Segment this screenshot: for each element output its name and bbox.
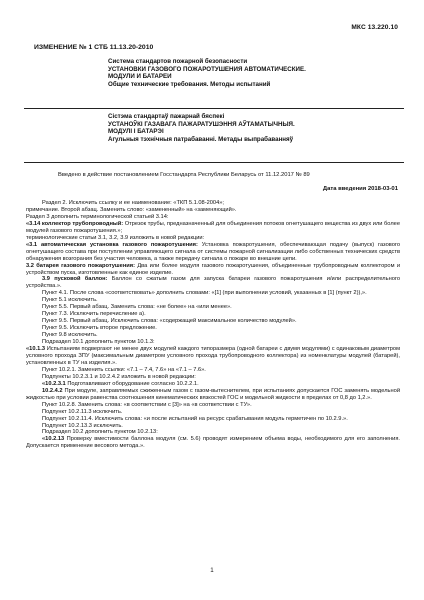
paragraph bbox=[26, 388, 400, 402]
term-bold: «10.2.3.1 bbox=[42, 380, 66, 387]
term-bold: 3.9 пусковой баллон: bbox=[42, 276, 108, 283]
paragraph bbox=[26, 436, 400, 450]
paragraph: Пункт 7.3. Исключить перечисление а). bbox=[42, 311, 146, 318]
title-by-line1: Сістэма стандартаў пажарнай бяспекі bbox=[108, 113, 225, 120]
term-text: Два или более модуля газового пожаротушения, объединенные трубопроводным коллектором и устройством пуска, изготовленные как единое изделие. bbox=[26, 262, 400, 276]
divider-bottom bbox=[24, 162, 404, 163]
title-ru-line2: УСТАНОВКИ ГАЗОВОГО ПОЖАРОТУШЕНИЯ АВТОМАТИЧЕСКИЕ. bbox=[108, 65, 306, 73]
paragraph: Пункт 9.5. Исключить второе предложение. bbox=[42, 325, 157, 332]
paragraph: Пункт 5.1 исключить. bbox=[42, 297, 98, 304]
intro-text: Введено в действие постановлением Госстандарта Республики Беларусь от 11.12.2017 № 89 bbox=[58, 172, 310, 178]
document-body bbox=[26, 200, 400, 450]
paragraph: Подпункт 10.2.11.3 исключить. bbox=[42, 408, 123, 415]
title-block-by bbox=[108, 113, 408, 143]
term-bold: «3.14 коллектор трубопроводный: bbox=[26, 220, 124, 227]
paragraph bbox=[26, 221, 400, 235]
term-bold: «3.1 автоматическая установка газового пожаротушения: bbox=[26, 241, 198, 248]
term-text: Подготавливают оборудование согласно 10.2.2.1. bbox=[65, 380, 199, 387]
paragraph: примечание. Второй абзац. Заменить слово: «замененный» на «заменяющий». bbox=[26, 206, 237, 213]
title-ru-line4: Общие технические требования. Методы испытаний bbox=[108, 80, 271, 88]
term-text: Баллон со сжатым газом для запуска батареи газового пожаротушения и/или распределительного устройства.». bbox=[26, 276, 400, 290]
paragraph: Пункт 4.1. После слова «соответствовать» дополнить словами: «[1] (при выполнении условий, указанных в [1] (пункт 2)),». bbox=[42, 290, 367, 297]
term-bold: «10.1.3 bbox=[26, 346, 45, 353]
paragraph bbox=[26, 242, 400, 263]
paragraph: терминологические статьи 3.1, 3.2, 3.9 изложить в новой редакции: bbox=[26, 234, 205, 241]
term-bold: 3.2 батарея газового пожаротушения: bbox=[26, 262, 135, 269]
term-text: При модуле, заправляемых сжиженным газом с газом-вытеснителем, при испытаниях допускается ГОС заменять модельной жидкостью при условии равенства соотношения кинематических вязкостей ГОС и модельной жидкости в пределах от 0,8 до 1,2.». bbox=[26, 387, 400, 401]
title-by-line2: УСТАНОЎКІ ГАЗАВАГА ПАЖАРАТУШЭННЯ АЎТАМАТЫЧНЫЯ. bbox=[108, 120, 295, 128]
title-by-line4: Агульныя тэхнічныя патрабаванні. Метады выпрабаванняў bbox=[108, 135, 294, 143]
paragraph: Раздел 3 дополнить терминологической статьей 3.14: bbox=[26, 213, 169, 220]
mks-code: МКС 13.220.10 bbox=[351, 24, 398, 31]
change-title: ИЗМЕНЕНИЕ № 1 СТБ 11.13.20-2010 bbox=[34, 44, 154, 51]
title-by-line3: МОДУЛІ І БАТАРЭІ bbox=[108, 128, 164, 136]
term-bold: 10.2.4.2 bbox=[42, 387, 63, 394]
term-text: Испытаниям подвергают не менее двух модулей каждого типоразмера (одной батареи с двумя модулями) с одинаковым диаметром условного прохода ЗПУ (максимальным диаметром условного прохода трубопроводного коллектора) из номенклатуры модулей (батарей), установленных в ТУ на изделия.». bbox=[26, 346, 400, 366]
paragraph: Подпункты 10.2.3.1 и 10.2.4.2 изложить в новой редакции: bbox=[42, 373, 196, 380]
paragraph: Подпункт 10.2.13.3 исключить. bbox=[42, 422, 123, 429]
paragraph: Пункт 5.5. Первый абзац. Заменить слова: «не более» на «или менее». bbox=[42, 304, 232, 311]
paragraph bbox=[26, 346, 400, 367]
effective-date: Дата введения 2018-03-01 bbox=[322, 186, 398, 192]
term-text: Отрезок трубы, предназначенный для объединения потоков огнетушащего вещества из двух или более модулей газового пожаротушения.»; bbox=[26, 220, 400, 234]
paragraph bbox=[26, 263, 400, 277]
term-text: Установка пожаротушения, обеспечивающая подачу (выпуск) газового огнетушащего состава при поступлении управляющего сигнала от системы пожарной сигнализации либо собственных технических средств обнаружения возгорания без участия человека, а также передачу сигнала о пожаре во внешние цепи. bbox=[26, 241, 400, 262]
paragraph bbox=[26, 276, 400, 290]
paragraph: Пункт 9.8 исключить. bbox=[42, 332, 98, 339]
term-text: Проверку вместимости баллона модуля (см. 5.6) проводят измерением объема воды, необходимого для его заполнения. Допускается применение весового метода.». bbox=[26, 436, 400, 450]
paragraph: Подраздел 10.1 дополнить пунктом 10.1.3: bbox=[42, 339, 155, 346]
paragraph: Подраздел 10.2 дополнить пунктом 10.2.13: bbox=[42, 429, 158, 436]
paragraph: Раздел 2. Исключить ссылку и ее наименование: «ТКП 5.1.08-2004»; bbox=[42, 200, 225, 206]
paragraph: Пункт 9.5. Первый абзац. Исключить слова: «содержащей максимальное количество модулей». bbox=[42, 318, 297, 325]
title-ru-line3: МОДУЛИ И БАТАРЕИ bbox=[108, 73, 172, 81]
title-block-ru bbox=[108, 58, 408, 88]
page-number: 1 bbox=[210, 567, 214, 574]
term-bold: «10.2.13 bbox=[42, 436, 65, 443]
paragraph bbox=[26, 381, 400, 388]
paragraph: Пункт 10.2.1. Заменить ссылки: «7.1 – 7.4, 7.6» на «7.1 – 7.6». bbox=[42, 366, 206, 373]
paragraph: Подпункт 10.2.11.4. Исключить слова: «и после испытаний на ресурс срабатывания модуль герметичен по 10.2.9.». bbox=[42, 415, 348, 422]
title-ru-line1: Система стандартов пожарной безопасности bbox=[108, 58, 248, 65]
divider-top bbox=[24, 108, 404, 109]
paragraph: Пункт 10.2.8. Заменить слова: «в соответствии с [3]» на «в соответствии с ТУ». bbox=[42, 401, 252, 408]
